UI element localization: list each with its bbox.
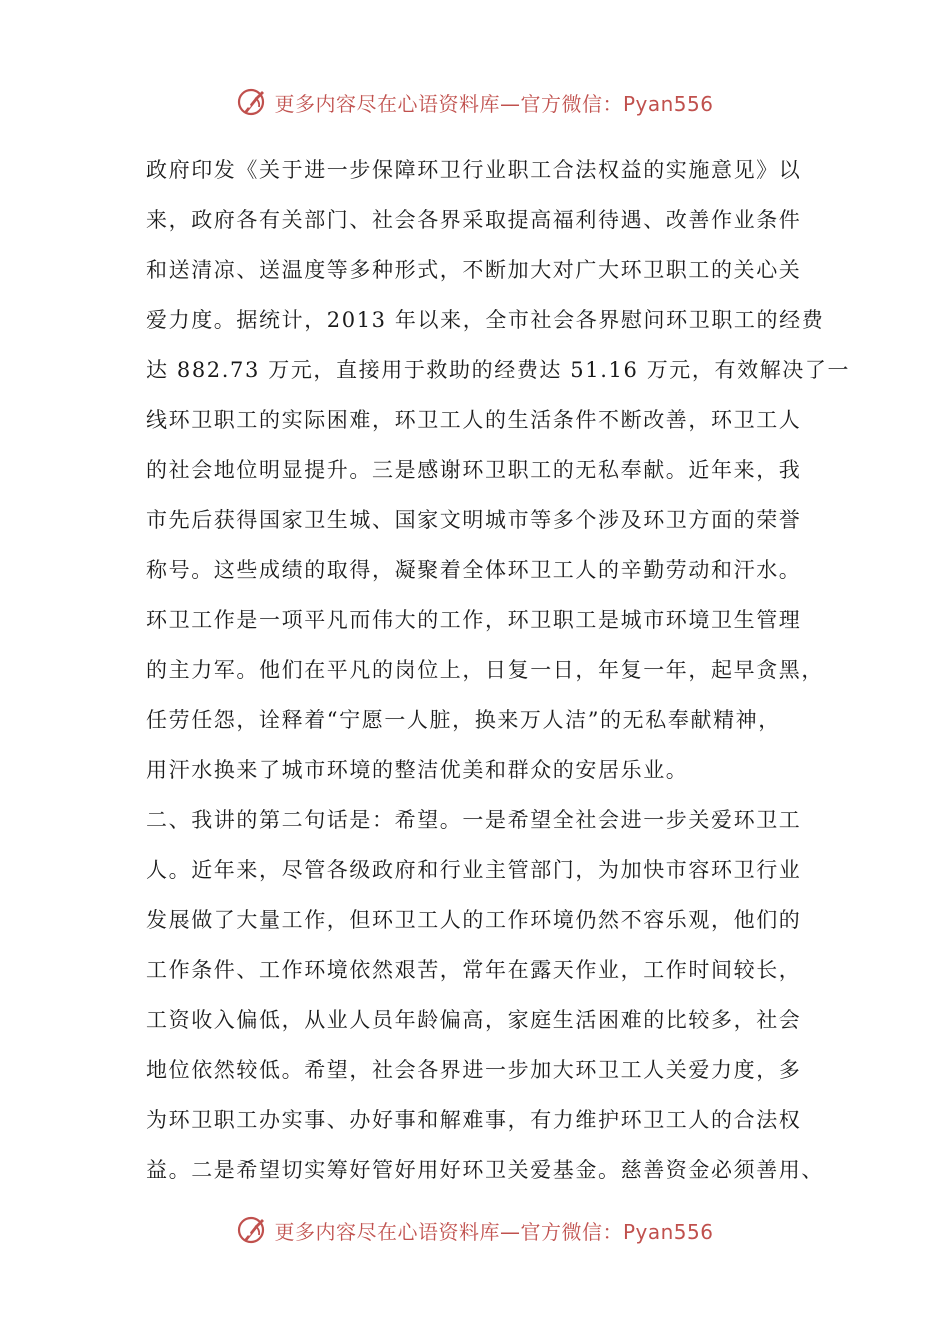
body-line: 为环卫职工办实事、办好事和解难事，有力维护环卫工人的合法权 (146, 1108, 802, 1132)
body-line: 达 882.73 万元，直接用于救助的经费达 51.16 万元，有效解决了一 (146, 358, 851, 382)
body-line: 工资收入偏低，从业人员年龄偏高，家庭生活困难的比较多，社会 (146, 1008, 802, 1032)
body-line: 市先后获得国家卫生城、国家文明城市等多个涉及环卫方面的荣誉 (146, 508, 802, 532)
body-line: 称号。这些成绩的取得，凝聚着全体环卫工人的辛勤劳动和汗水。 (146, 558, 802, 582)
body-line: 和送清凉、送温度等多种形式，不断加大对广大环卫职工的关心关 (146, 258, 802, 282)
banner-text: 更多内容尽在心语资料库—官方微信：Pyan556 (274, 1219, 714, 1244)
body-line: 爱力度。据统计，2013 年以来，全市社会各界慰问环卫职工的经费 (146, 308, 825, 332)
body-line: 任劳任怨，诠释着“宁愿一人脏，换来万人洁”的无私奉献精神， (146, 708, 781, 732)
header-banner (0, 82, 950, 122)
body-line: 工作条件、工作环境依然艰苦，常年在露天作业，工作时间较长， (146, 958, 802, 982)
footer-banner (0, 1210, 950, 1250)
body-line: 环卫工作是一项平凡而伟大的工作，环卫职工是城市环境卫生管理 (146, 608, 802, 632)
pen-nib-icon (236, 1213, 270, 1247)
document-body (146, 145, 851, 1195)
pen-nib-icon (236, 85, 270, 119)
body-line: 人。近年来，尽管各级政府和行业主管部门，为加快市容环卫行业 (146, 858, 802, 882)
body-line: 政府印发《关于进一步保障环卫行业职工合法权益的实施意见》以 (146, 158, 802, 182)
body-line: 的主力军。他们在平凡的岗位上，日复一日，年复一年，起早贪黑， (146, 658, 824, 682)
body-line: 二、我讲的第二句话是：希望。一是希望全社会进一步关爱环卫工 (146, 808, 802, 832)
body-line: 线环卫职工的实际困难，环卫工人的生活条件不断改善，环卫工人 (146, 408, 802, 432)
body-line: 发展做了大量工作，但环卫工人的工作环境仍然不容乐观，他们的 (146, 908, 802, 932)
body-line: 地位依然较低。希望，社会各界进一步加大环卫工人关爱力度，多 (146, 1058, 802, 1082)
body-line: 益。二是希望切实筹好管好用好环卫关爱基金。慈善资金必须善用、 (146, 1158, 824, 1182)
body-line: 用汗水换来了城市环境的整洁优美和群众的安居乐业。 (146, 758, 689, 782)
body-line: 的社会地位明显提升。三是感谢环卫职工的无私奉献。近年来，我 (146, 458, 802, 482)
body-line: 来，政府各有关部门、社会各界采取提高福利待遇、改善作业条件 (146, 208, 802, 232)
banner-text: 更多内容尽在心语资料库—官方微信：Pyan556 (274, 91, 714, 116)
